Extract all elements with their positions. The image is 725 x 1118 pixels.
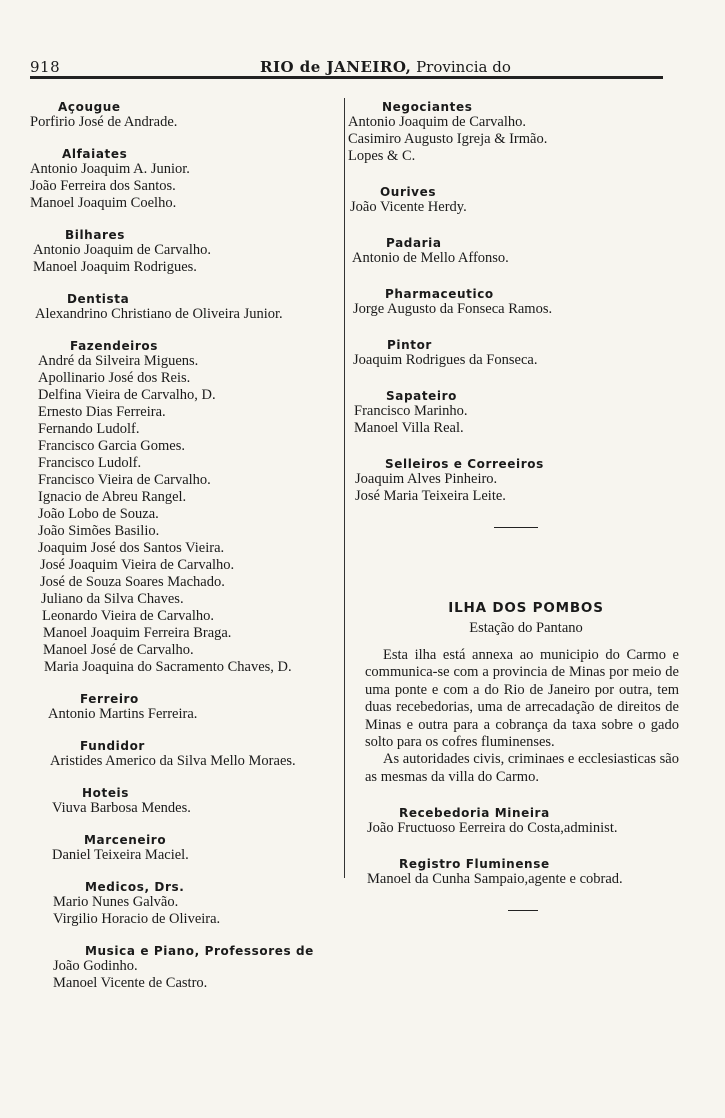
section-fazendeiros: [30, 339, 348, 676]
list-item: Fernando Ludolf.: [38, 421, 140, 437]
section-heading: Fazendeiros: [70, 339, 159, 353]
list-item: Francisco Vieira de Carvalho.: [38, 472, 211, 488]
list-item: André da Silveira Miguens.: [38, 353, 199, 369]
section-sapateiro: [346, 389, 686, 437]
section-heading: Padaria: [386, 236, 442, 250]
section-medicos: [30, 880, 348, 928]
list-item: Manoel Vicente de Castro.: [53, 975, 208, 991]
list-item: Lopes & C.: [348, 148, 416, 164]
section-ourives: [346, 185, 686, 216]
left-column: [30, 100, 348, 992]
section-heading: Dentista: [67, 292, 130, 306]
section-ferreiro: [30, 692, 348, 723]
section-heading: Medicos, Drs.: [85, 880, 185, 894]
section-heading: Musica e Piano, Professores de: [85, 944, 314, 958]
section-heading: Pharmaceutico: [385, 287, 494, 301]
section-divider: [494, 527, 538, 528]
section-heading: Marceneiro: [84, 833, 167, 847]
list-item: Porfirio José de Andrade.: [30, 114, 178, 130]
list-item: Jorge Augusto da Fonseca Ramos.: [353, 301, 553, 317]
header-rule: [30, 76, 663, 79]
section-heading: Bilhares: [65, 228, 126, 242]
section-heading: Sapateiro: [386, 389, 457, 403]
section-hoteis: [30, 786, 348, 817]
list-item: Francisco Marinho.: [354, 403, 468, 419]
ilha-paragraph-1: Esta ilha está annexa ao municipio do Carmo e communica-se com a provincia de Minas por meio de uma ponte e com a do Rio de Janeiro por outra, tem duas recebedorias, uma de arrecadação de direitos de Minas e outra para a cobrança da taxa sobre o gado solto para os cofres fluminenses.: [365, 647, 679, 751]
section-padaria: [346, 236, 686, 267]
ilha-title: ILHA DOS POMBOS: [448, 600, 604, 616]
section-heading: Alfaiates: [62, 147, 128, 161]
section-registro: [346, 857, 686, 888]
list-item: Manoel Joaquim Rodrigues.: [33, 259, 197, 275]
list-item: Joaquim Alves Pinheiro.: [355, 471, 498, 487]
end-divider: [508, 910, 538, 911]
list-item: Leonardo Vieira de Carvalho.: [42, 608, 214, 624]
list-item: Francisco Garcia Gomes.: [38, 438, 185, 454]
list-item: Apollinario José dos Reis.: [38, 370, 191, 386]
page-title-rest: Provincia do: [416, 58, 511, 76]
section-musica: [30, 944, 348, 992]
list-item: Delfina Vieira de Carvalho, D.: [38, 387, 216, 403]
section-bilhares: [30, 228, 348, 276]
list-item: João Vicente Herdy.: [350, 199, 467, 215]
list-item: Manoel Villa Real.: [354, 420, 464, 436]
section-heading: Fundidor: [80, 739, 145, 753]
page-number: 918: [30, 58, 61, 76]
list-item: Antonio Martins Ferreira.: [48, 706, 198, 722]
list-item: Manoel da Cunha Sampaio,agente e cobrad.: [367, 871, 623, 888]
section-heading: Açougue: [58, 100, 121, 114]
list-item: João Fructuoso Eerreira do Costa,administ.: [367, 820, 618, 837]
list-item: José de Souza Soares Machado.: [40, 574, 225, 590]
section-dentista: [30, 292, 348, 323]
list-item: Antonio Joaquim de Carvalho.: [348, 114, 527, 130]
list-item: José Joaquim Vieira de Carvalho.: [40, 557, 235, 573]
list-item: Mario Nunes Galvão.: [53, 894, 179, 910]
list-item: Antonio Joaquim A. Junior.: [30, 161, 190, 177]
list-item: Ernesto Dias Ferreira.: [38, 404, 166, 420]
list-item: Joaquim Rodrigues da Fonseca.: [353, 352, 538, 368]
section-heading: Negociantes: [382, 100, 473, 114]
section-negociantes: [346, 100, 686, 165]
list-item: Antonio de Mello Affonso.: [352, 250, 509, 266]
ilha-paragraph-2: As autoridades civis, criminaes e ecclesiasticas são as mesmas da villa do Carmo.: [365, 751, 679, 785]
section-heading: Hoteis: [82, 786, 130, 800]
list-item: Aristides Americo da Silva Mello Moraes.: [50, 753, 296, 769]
page-title-bold: RIO de JANEIRO,: [260, 58, 412, 76]
list-item: João Simões Basilio.: [38, 523, 160, 539]
list-item: Manoel José de Carvalho.: [43, 642, 194, 658]
list-item: Ignacio de Abreu Rangel.: [38, 489, 187, 505]
section-heading: Recebedoria Mineira: [399, 806, 550, 821]
section-selleiros: [346, 457, 686, 505]
list-item: Juliano da Silva Chaves.: [41, 591, 184, 607]
section-heading: Selleiros e Correeiros: [385, 457, 544, 471]
list-item: José Maria Teixeira Leite.: [355, 488, 506, 504]
list-item: Viuva Barbosa Mendes.: [52, 800, 191, 816]
section-fundidor: [30, 739, 348, 770]
list-item: Manoel Joaquim Ferreira Braga.: [43, 625, 232, 641]
list-item: João Lobo de Souza.: [38, 506, 159, 522]
list-item: Casimiro Augusto Igreja & Irmão.: [348, 131, 548, 147]
section-pintor: [346, 338, 686, 369]
list-item: João Godinho.: [53, 958, 138, 974]
section-heading: Registro Fluminense: [399, 857, 550, 872]
list-item: Joaquim José dos Santos Vieira.: [38, 540, 225, 556]
list-item: Daniel Teixeira Maciel.: [52, 847, 189, 863]
section-alfaiates: [30, 147, 348, 212]
section-marceneiro: [30, 833, 348, 864]
section-heading: Ourives: [380, 185, 437, 199]
section-ilha: [346, 600, 686, 786]
list-item: Maria Joaquina do Sacramento Chaves, D.: [44, 659, 292, 675]
list-item: Francisco Ludolf.: [38, 455, 142, 471]
list-item: Virgilio Horacio de Oliveira.: [53, 911, 221, 927]
section-recebedoria: [346, 806, 686, 837]
right-column: [346, 100, 686, 911]
list-item: João Ferreira dos Santos.: [30, 178, 176, 194]
page-title: [260, 58, 511, 76]
list-item: Antonio Joaquim de Carvalho.: [33, 242, 212, 258]
list-item: Manoel Joaquim Coelho.: [30, 195, 177, 211]
ilha-subtitle: Estação do Pantano: [469, 620, 583, 636]
list-item: Alexandrino Christiano de Oliveira Junior.: [35, 306, 283, 322]
section-acougue: [30, 100, 348, 131]
section-heading: Pintor: [387, 338, 432, 352]
section-pharmaceutico: [346, 287, 686, 318]
section-heading: Ferreiro: [80, 692, 139, 706]
